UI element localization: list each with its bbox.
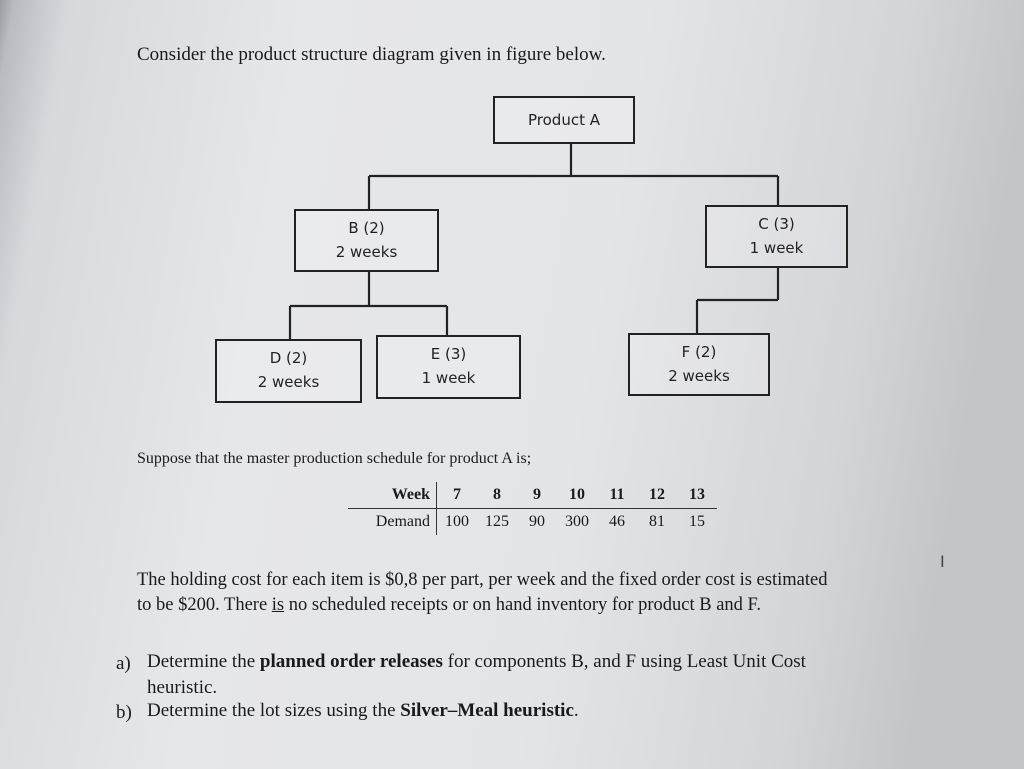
mps-demand-cell: 300: [565, 513, 589, 530]
node-d-lead: 2 weeks: [257, 373, 320, 391]
mps-week-row: [348, 482, 717, 509]
question-b-bold: Silver–Meal heuristic: [400, 700, 574, 721]
question-b-text: [147, 699, 579, 723]
node-d: [215, 339, 362, 403]
node-c-lead: 1 week: [749, 239, 804, 257]
mps-week-cell: 11: [597, 482, 637, 509]
node-e-lead: 1 week: [421, 369, 476, 387]
mps-week-label: Week: [348, 482, 437, 509]
holding-cost-text-is: is: [271, 595, 285, 615]
question-a-bold: planned order releases: [259, 651, 443, 672]
question-b-label: b): [116, 702, 132, 723]
node-c-name: C (3): [758, 215, 795, 233]
node-f: [628, 333, 770, 396]
node-d-name: D (2): [269, 349, 308, 367]
node-b-name: B (2): [348, 219, 385, 237]
node-c: [705, 205, 848, 268]
mps-week-cell: 8: [477, 482, 517, 509]
mps-demand-cell: 15: [689, 513, 705, 530]
holding-cost-line-1: The holding cost for each item is $0,8 per part, per week and the fixed order cost is estimated: [137, 570, 828, 590]
node-e-name: E (3): [430, 345, 467, 363]
question-a-pre: Determine the: [147, 651, 260, 672]
question-a-line-2: heuristic.: [147, 677, 218, 698]
node-b-lead: 2 weeks: [335, 243, 398, 261]
node-product-a: [493, 96, 635, 144]
mps-demand-cell: 81: [649, 513, 665, 530]
mps-table: [348, 482, 717, 535]
mps-week-cell: 10: [557, 482, 597, 509]
text-cursor-icon: I: [940, 552, 945, 571]
mps-demand-cell: 125: [485, 513, 509, 530]
holding-cost-text-a: to be $200. There: [137, 595, 272, 615]
mps-week-cell: 9: [517, 482, 557, 509]
node-product-a-label: Product A: [528, 111, 600, 129]
mps-intro-text: Suppose that the master production schedule for product A is;: [137, 450, 532, 467]
node-f-name: F (2): [681, 343, 717, 361]
node-f-lead: 2 weeks: [668, 367, 730, 385]
mps-demand-cell: 100: [445, 513, 469, 530]
mps-demand-label: Demand: [348, 509, 437, 536]
holding-cost-line-2: [137, 593, 761, 617]
mps-demand-row: [348, 509, 717, 536]
holding-cost-text-b: no scheduled receipts or on hand inventory for product B and F.: [284, 595, 761, 615]
node-b: [294, 209, 439, 272]
question-a-text: [147, 650, 806, 674]
question-b-pre: Determine the lot sizes using the: [147, 700, 401, 721]
mps-demand-cell: 46: [609, 513, 625, 530]
question-b-post: .: [573, 700, 579, 721]
question-a-post: for components B, and F using Least Unit Cost: [442, 651, 806, 672]
mps-demand-cell: 90: [529, 513, 545, 530]
question-a-label: a): [116, 653, 131, 674]
node-e: [376, 335, 521, 399]
mps-week-cell: 7: [437, 482, 478, 509]
intro-text: Consider the product structure diagram given in figure below.: [137, 44, 606, 65]
mps-week-cell: 12: [637, 482, 677, 509]
mps-week-cell: 13: [677, 482, 717, 509]
